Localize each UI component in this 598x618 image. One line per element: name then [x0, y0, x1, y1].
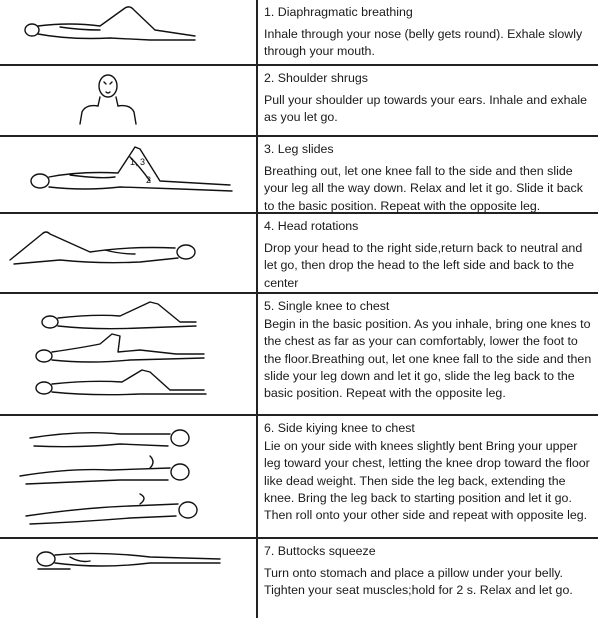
- exercise-text: [264, 420, 594, 524]
- figure-head-rotations: [0, 214, 254, 292]
- figure-label: 2: [146, 175, 152, 185]
- exercise-description: Turn onto stomach and place a pillow under your belly. Tighten your seat muscles;hold for 2 s. Relax and let go.: [264, 566, 573, 598]
- figure-leg-slides: [0, 137, 254, 212]
- exercise-description: Begin in the basic position. As you inhale, bring one knes to the chest as far as your can comfortably, lower the foot to the floor.Breathing out, let one knee fall to the side and then slide your leg down and let it go, slide the leg back to the basic position. Repeat with the opposite leg.: [264, 317, 592, 401]
- exercise-description: Drop your head to the right side,return back to neutral and let go, then drop the head to the left side and back to the center: [264, 241, 583, 290]
- exercise-text: [264, 298, 594, 402]
- exercise-title: 1. Diaphragmatic breathing: [264, 5, 413, 19]
- exercise-text: [264, 543, 594, 600]
- exercise-description: Lie on your side with knees slightly bent Bring your upper leg toward your chest, letting the knee drop toward the floor like dead weight. Then side the leg back, extending the knee. Bring the leg back to starting position and let it go. Then roll onto your other side and repeat with opposite leg.: [264, 439, 590, 523]
- exercise-title: 7. Buttocks squeeze: [264, 544, 376, 558]
- exercise-description: Inhale through your nose (belly gets round). Exhale slowly through your mouth.: [264, 27, 583, 59]
- figure-diaphragmatic-breathing: [0, 0, 254, 64]
- exercise-description: Pull your shoulder up towards your ears. Inhale and exhale as you let go.: [264, 93, 588, 125]
- exercise-title: 6. Side kiying knee to chest: [264, 421, 415, 435]
- exercise-row-7: [0, 539, 598, 618]
- figure-side-lying-knee-to-chest: [0, 416, 254, 537]
- exercise-title: 2. Shoulder shrugs: [264, 71, 369, 85]
- figure-single-knee-to-chest: [0, 294, 254, 414]
- exercise-row-6: [0, 416, 598, 537]
- exercise-row-3: [0, 137, 598, 212]
- exercise-row-1: [0, 0, 598, 64]
- figure-shoulder-shrugs: [0, 66, 254, 135]
- exercise-text: [264, 70, 594, 127]
- exercise-title: 4. Head rotations: [264, 219, 359, 233]
- figure-buttocks-squeeze: [0, 539, 254, 618]
- exercise-text: [264, 141, 594, 215]
- exercise-description: Breathing out, let one knee fall to the side and then slide your leg all the way down. Relax and let it go. Slide it back to the basic position. Repeat with the opposite leg.: [264, 164, 583, 213]
- figure-label: 1, 3: [130, 157, 146, 167]
- exercise-row-4: [0, 214, 598, 292]
- exercise-row-2: [0, 66, 598, 135]
- exercise-title: 3. Leg slides: [264, 142, 334, 156]
- exercise-text: [264, 218, 594, 292]
- exercise-row-5: [0, 294, 598, 414]
- exercise-text: [264, 4, 594, 61]
- exercise-title: 5. Single knee to chest: [264, 299, 390, 313]
